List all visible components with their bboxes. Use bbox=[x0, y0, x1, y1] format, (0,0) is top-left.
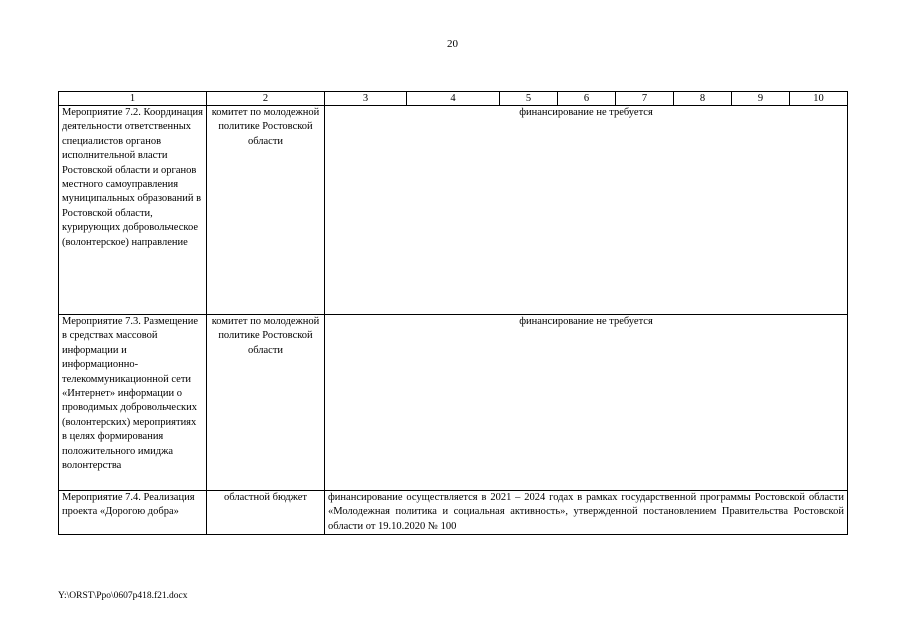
header-cell: 8 bbox=[674, 92, 732, 106]
footer-file-path: Y:\ORST\Ppo\0607p418.f21.docx bbox=[58, 591, 188, 601]
executor-cell: комитет по молодежной политике Ростовской области bbox=[207, 315, 325, 491]
header-cell: 6 bbox=[558, 92, 616, 106]
program-table bbox=[58, 91, 848, 535]
page-number: 20 bbox=[447, 38, 458, 50]
header-cell: 1 bbox=[59, 92, 207, 106]
financing-note-cell: финансирование не требуется bbox=[325, 315, 848, 491]
financing-note-cell: финансирование осуществляется в 2021 – 2024 годах в рамках государственной программы Ростовской области «Молодежная политика и социальная активность», утвержденной постановлением Правительства Ростовской области от 19.10.2020 № 100 bbox=[325, 491, 848, 535]
funding-source-cell: областной бюджет bbox=[207, 491, 325, 535]
table-row bbox=[59, 315, 848, 491]
table-row bbox=[59, 106, 848, 315]
header-cell: 10 bbox=[790, 92, 848, 106]
header-cell: 4 bbox=[407, 92, 500, 106]
table-row bbox=[59, 491, 848, 535]
activity-cell: Мероприятие 7.2. Координация деятельности ответственных специалистов органов исполнительной власти Ростовской области и органов местного самоуправления муниципальных образований в Ростовской области, курирующих добровольческое (волонтерское) направление bbox=[59, 106, 207, 315]
header-cell: 5 bbox=[500, 92, 558, 106]
table-header-row bbox=[59, 92, 848, 106]
header-cell: 7 bbox=[616, 92, 674, 106]
activity-cell: Мероприятие 7.4. Реализация проекта «Дорогою добра» bbox=[59, 491, 207, 535]
header-cell: 2 bbox=[207, 92, 325, 106]
header-cell: 9 bbox=[732, 92, 790, 106]
financing-note-cell: финансирование не требуется bbox=[325, 106, 848, 315]
activity-cell: Мероприятие 7.3. Размещение в средствах массовой информации и информационно-телекоммуникационной сети «Интернет» информации о проводимых добровольческих (волонтерских) мероприятиях в целях формирования положительного имиджа волонтерства bbox=[59, 315, 207, 491]
executor-cell: комитет по молодежной политике Ростовской области bbox=[207, 106, 325, 315]
header-cell: 3 bbox=[325, 92, 407, 106]
